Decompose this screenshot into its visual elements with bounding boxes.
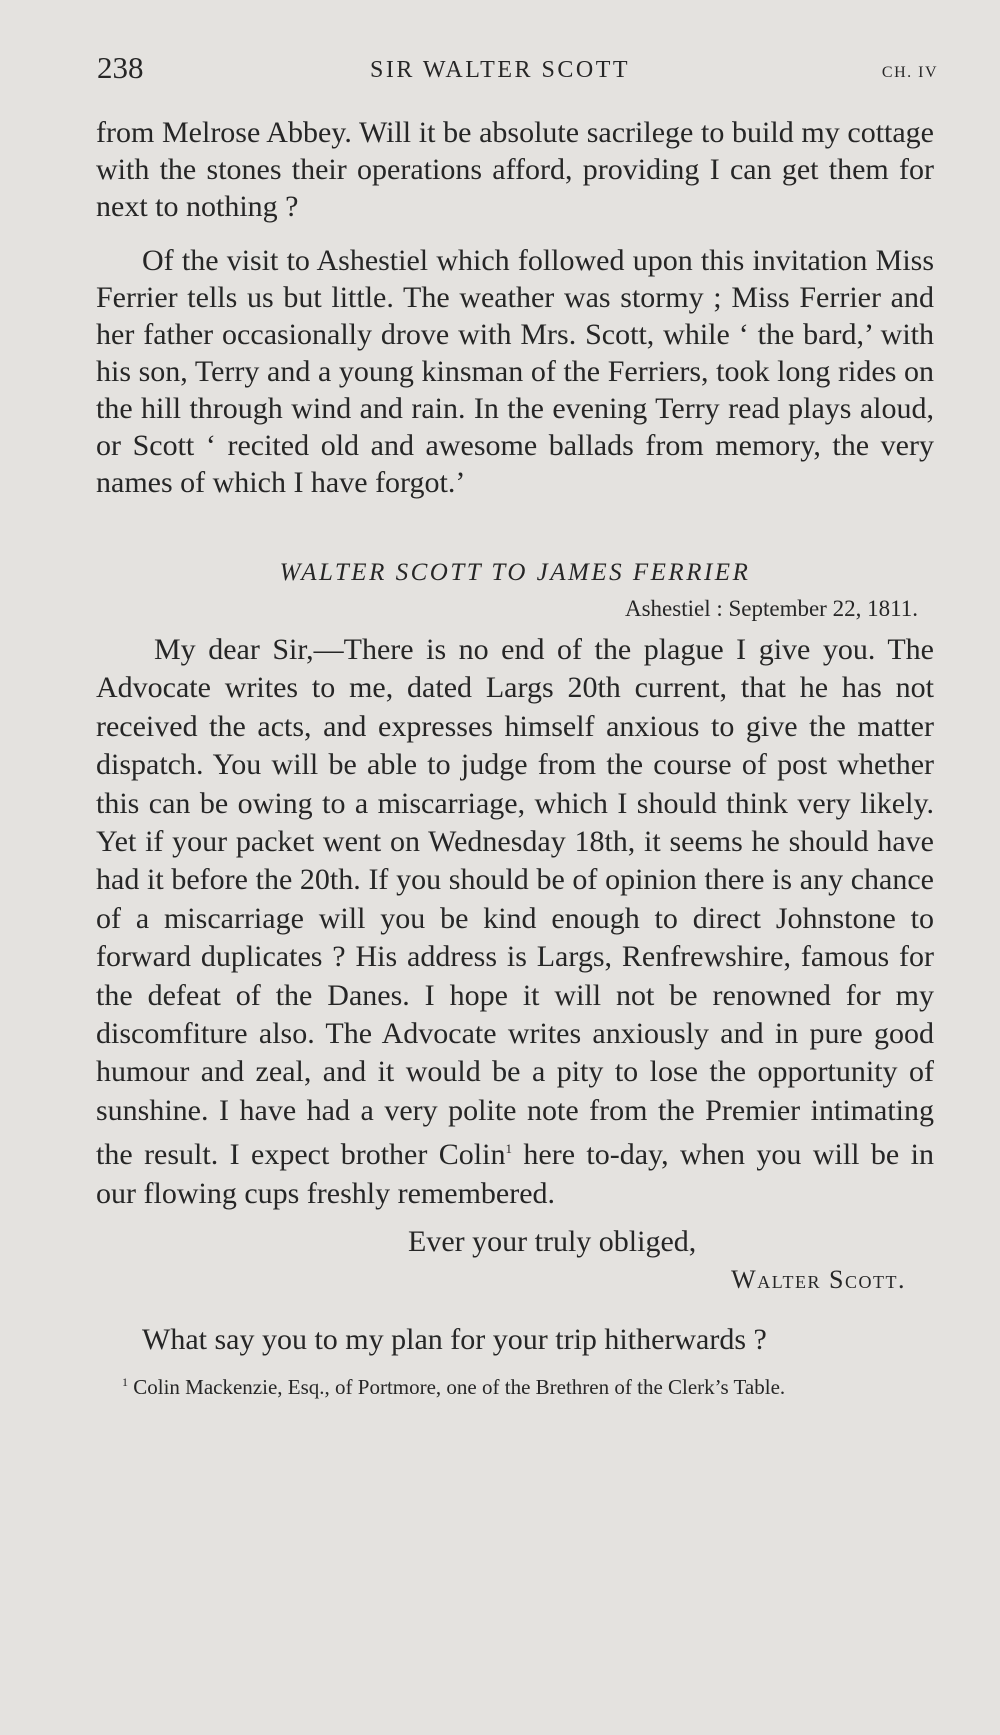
- page-header: [0, 50, 1000, 90]
- letter-valediction: Ever your truly obliged,: [408, 1225, 697, 1259]
- letter-body-end: here to-day, when you will be in our flowing cups freshly remembered.: [96, 1138, 934, 1210]
- letter-signature: Walter Scott.: [731, 1265, 906, 1295]
- footnote-text: Colin Mackenzie, Esq., of Portmore, one of the Brethren of the Clerk’s Table.: [133, 1375, 786, 1400]
- body-text: [96, 114, 934, 1400]
- letter-dateline: Ashestiel : September 22, 1811.: [625, 596, 918, 621]
- continuation-paragraph: from Melrose Abbey. Will it be absolute sacrilege to build my cottage with the stones their operations afford, providing I can get them for next to nothing ?: [96, 116, 934, 223]
- ashestiel-paragraph: Of the visit to Ashestiel which followed upon this invitation Miss Ferrier tells us but little. The weather was stormy ; Miss Ferrier and her father occasionally drove with Mrs. Scott, while ‘ the bard,’ with his son, Terry and a young kinsman of the Ferriers, took long rides on the hill through wind and rain. In the evening Terry read plays aloud, or Scott ‘ recited old and awesome ballads from memory, the very names of which I have forgot.’: [96, 244, 934, 499]
- footnote-reference: 1: [505, 1141, 512, 1157]
- letter-body-text: My dear Sir,—There is no end of the plague I give you. The Advocate writes to me, dated Largs 20th current, that he has not received the acts, and expresses himself anxious to give the matter dispatch. You will be able to judge from the course of post whether this can be owing to a miscarriage, which I should think very likely. Yet if your packet went on Wednesday 18th, it seems he should have had it before the 20th. If you should be of opinion there is any chance of a miscarriage will you be kind enough to direct Johnstone to forward duplicates ? His address is Largs, Renfrewshire, famous for the defeat of the Danes. I hope it will not be renowned for my discomfiture also. The Advocate writes anxiously and in pure good humour and zeal, and it would be a pity to lose the opportunity of sunshine. I have had a very polite note from the Premier intimating the result. I expect brother Colin: [96, 633, 934, 1172]
- footnote-mark: 1: [122, 1375, 128, 1390]
- letter-heading: WALTER SCOTT TO JAMES FERRIER: [279, 559, 751, 586]
- footnote: [96, 1370, 934, 1400]
- running-title: SIR WALTER SCOTT: [369, 57, 631, 83]
- letter-body: [96, 631, 934, 1213]
- postscript: What say you to my plan for your trip hitherwards ?: [142, 1323, 767, 1357]
- page-number: 238: [97, 50, 144, 85]
- chapter-mark: CH. IV: [881, 64, 938, 81]
